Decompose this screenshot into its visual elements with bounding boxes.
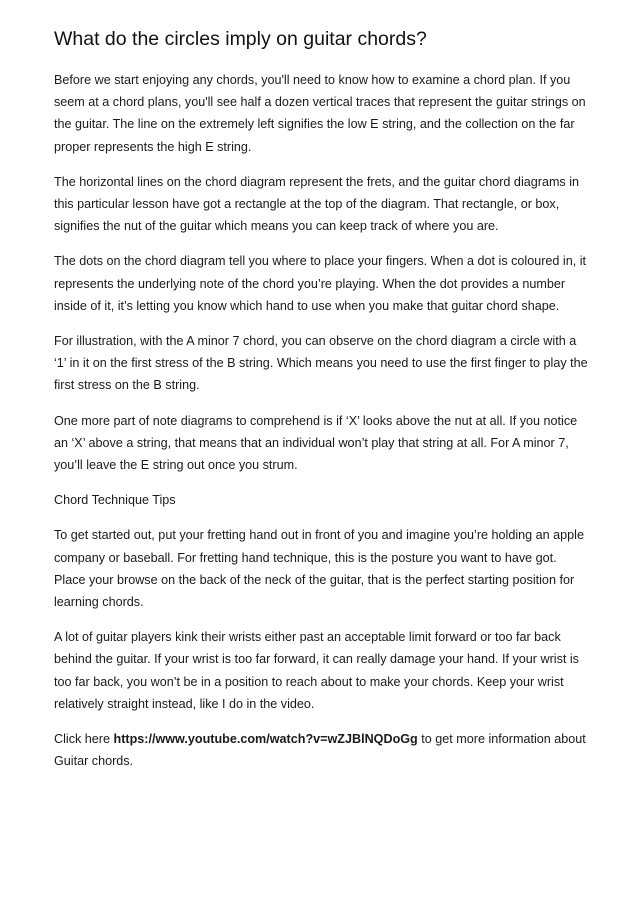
paragraph-closing (54, 728, 590, 772)
paragraph-x-marks: One more part of note diagrams to comprehend is if ‘X’ looks above the nut at all. If you notice an ‘X’ above a string, that means that an individual won’t play that string at all. For A minor 7, you’ll leave the E string out once you strum. (54, 413, 578, 473)
paragraph-a-minor-7: For illustration, with the A minor 7 chord, you can observe on the chord diagram a circle with a ‘1’ in it on the first stress of the B string. Which means you need to use the first finger to play the first stress on the B string. (54, 334, 588, 393)
paragraph-chord-plan: Before we start enjoying any chords, you'll need to know how to examine a chord plan. If you seem at a chord plans, you'll see half a dozen vertical traces that represent the guitar strings on the guitar. The line on the extremely left signifies the low E string, and the collection on the far proper represents the high E string. (54, 73, 586, 154)
paragraph-frets: The horizontal lines on the chord diagram represent the frets, and the guitar chord diagrams in this particular lesson have got a rectangle at the top of the diagram. That rectangle, or box, signifies the nut of the guitar which means you can keep track of where you are. (54, 174, 580, 234)
paragraph-fretting-hand: To get started out, put your fretting hand out in front of you and imagine you’re holding an apple company or baseball. For fretting hand technique, this is the posture you want to have got. Place your browse on the back of the neck of the guitar, that is the perfect starting position for learning chords. (54, 528, 584, 610)
paragraph-dots: The dots on the chord diagram tell you where to place your fingers. When a dot is coloured in, it represents the underlying note of the chord you’re playing. When the dot provides a number inside of it, it’s letting you know which hand to use when you make that guitar chord shape. (54, 254, 587, 313)
closing-prefix: Click here (54, 732, 114, 747)
paragraph-wrists: A lot of guitar players kink their wrists either past an acceptable limit forward or too far back behind the guitar. If your wrist is too far forward, it can really damage your hand. If your wrist is too far back, you won’t be in a position to reach about to make your chords. Keep your wrist relatively straight instead, like I do in the video. (54, 630, 579, 711)
closing-suffix: to get more information about Guitar chords. (54, 732, 586, 769)
page-title: What do the circles imply on guitar chords? (54, 28, 427, 50)
youtube-link[interactable]: https://www.youtube.com/watch?v=wZJBlNQDoGg (113, 732, 418, 747)
section-heading-technique-tips: Chord Technique Tips (54, 493, 176, 508)
